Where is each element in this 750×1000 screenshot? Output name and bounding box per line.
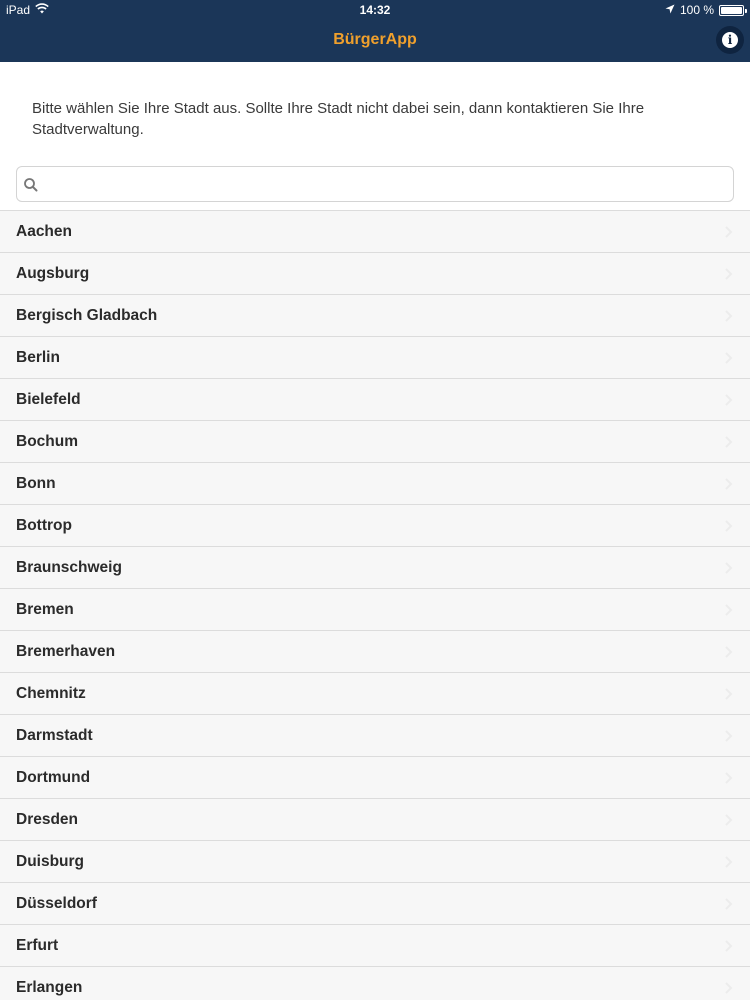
- city-name: Berlin: [16, 349, 60, 366]
- city-list-item[interactable]: [0, 253, 750, 295]
- city-name: Bremen: [16, 601, 74, 618]
- location-arrow-icon: [665, 3, 675, 17]
- city-list-item[interactable]: [0, 547, 750, 589]
- search-icon: [23, 177, 39, 193]
- city-name: Bochum: [16, 433, 78, 450]
- city-name: Düsseldorf: [16, 895, 97, 912]
- city-name: Bonn: [16, 475, 56, 492]
- status-time: 14:32: [359, 3, 391, 17]
- navigation-bar: [0, 0, 750, 62]
- city-list-item[interactable]: [0, 883, 750, 925]
- chevron-right-icon: [720, 224, 736, 240]
- battery-tip: [745, 9, 747, 13]
- city-name: Dortmund: [16, 769, 91, 786]
- city-name: Chemnitz: [16, 685, 86, 702]
- info-button[interactable]: [716, 26, 744, 54]
- search-bar[interactable]: [16, 166, 734, 202]
- city-name: Erfurt: [16, 937, 59, 954]
- city-name: Augsburg: [16, 265, 90, 282]
- app-title: BürgerApp: [333, 31, 417, 48]
- city-list-item[interactable]: [0, 715, 750, 757]
- city-list-item[interactable]: [0, 337, 750, 379]
- status-right: [665, 3, 744, 17]
- chevron-right-icon: [720, 644, 736, 660]
- city-list-item[interactable]: [0, 463, 750, 505]
- city-list-item[interactable]: [0, 841, 750, 883]
- city-name: Bottrop: [16, 517, 72, 534]
- city-list-item[interactable]: [0, 925, 750, 967]
- battery-percent: 100 %: [679, 3, 714, 17]
- city-list-item[interactable]: [0, 673, 750, 715]
- city-name: Bielefeld: [16, 391, 81, 408]
- chevron-right-icon: [720, 518, 736, 534]
- city-name: Duisburg: [16, 853, 85, 870]
- city-list-item[interactable]: [0, 421, 750, 463]
- city-name: Bremerhaven: [16, 643, 116, 660]
- chevron-right-icon: [720, 854, 736, 870]
- city-name: Braunschweig: [16, 559, 122, 576]
- city-list-item[interactable]: [0, 211, 750, 253]
- chevron-right-icon: [720, 770, 736, 786]
- chevron-right-icon: [720, 266, 736, 282]
- city-list-item[interactable]: [0, 379, 750, 421]
- city-list-item[interactable]: [0, 631, 750, 673]
- city-name: Bergisch Gladbach: [16, 307, 158, 324]
- chevron-right-icon: [720, 686, 736, 702]
- city-list-item[interactable]: [0, 799, 750, 841]
- city-list-item[interactable]: [0, 295, 750, 337]
- city-name: Darmstadt: [16, 727, 93, 744]
- city-list-item[interactable]: [0, 505, 750, 547]
- city-list-item[interactable]: [0, 967, 750, 1000]
- status-bar: [0, 0, 750, 20]
- city-name: Aachen: [16, 223, 72, 240]
- chevron-right-icon: [720, 812, 736, 828]
- search-input[interactable]: [45, 169, 725, 199]
- chevron-right-icon: [720, 560, 736, 576]
- chevron-right-icon: [720, 350, 736, 366]
- device-label: iPad: [6, 3, 31, 17]
- chevron-right-icon: [720, 728, 736, 744]
- city-list: [0, 210, 750, 1000]
- city-list-item[interactable]: [0, 589, 750, 631]
- battery-fill: [721, 7, 742, 14]
- chevron-right-icon: [720, 308, 736, 324]
- chevron-right-icon: [720, 434, 736, 450]
- chevron-right-icon: [720, 896, 736, 912]
- chevron-right-icon: [720, 938, 736, 954]
- city-list-item[interactable]: [0, 757, 750, 799]
- city-name: Dresden: [16, 811, 79, 828]
- chevron-right-icon: [720, 476, 736, 492]
- chevron-right-icon: [720, 392, 736, 408]
- city-name: Erlangen: [16, 979, 83, 996]
- intro-text: Bitte wählen Sie Ihre Stadt aus. Sollte Ihre Stadt nicht dabei sein, dann kontaktieren Sie Ihre Stadtverwaltung.: [32, 100, 645, 138]
- chevron-right-icon: [720, 980, 736, 996]
- info-icon: i: [722, 32, 738, 48]
- chevron-right-icon: [720, 602, 736, 618]
- battery-icon: [719, 5, 744, 16]
